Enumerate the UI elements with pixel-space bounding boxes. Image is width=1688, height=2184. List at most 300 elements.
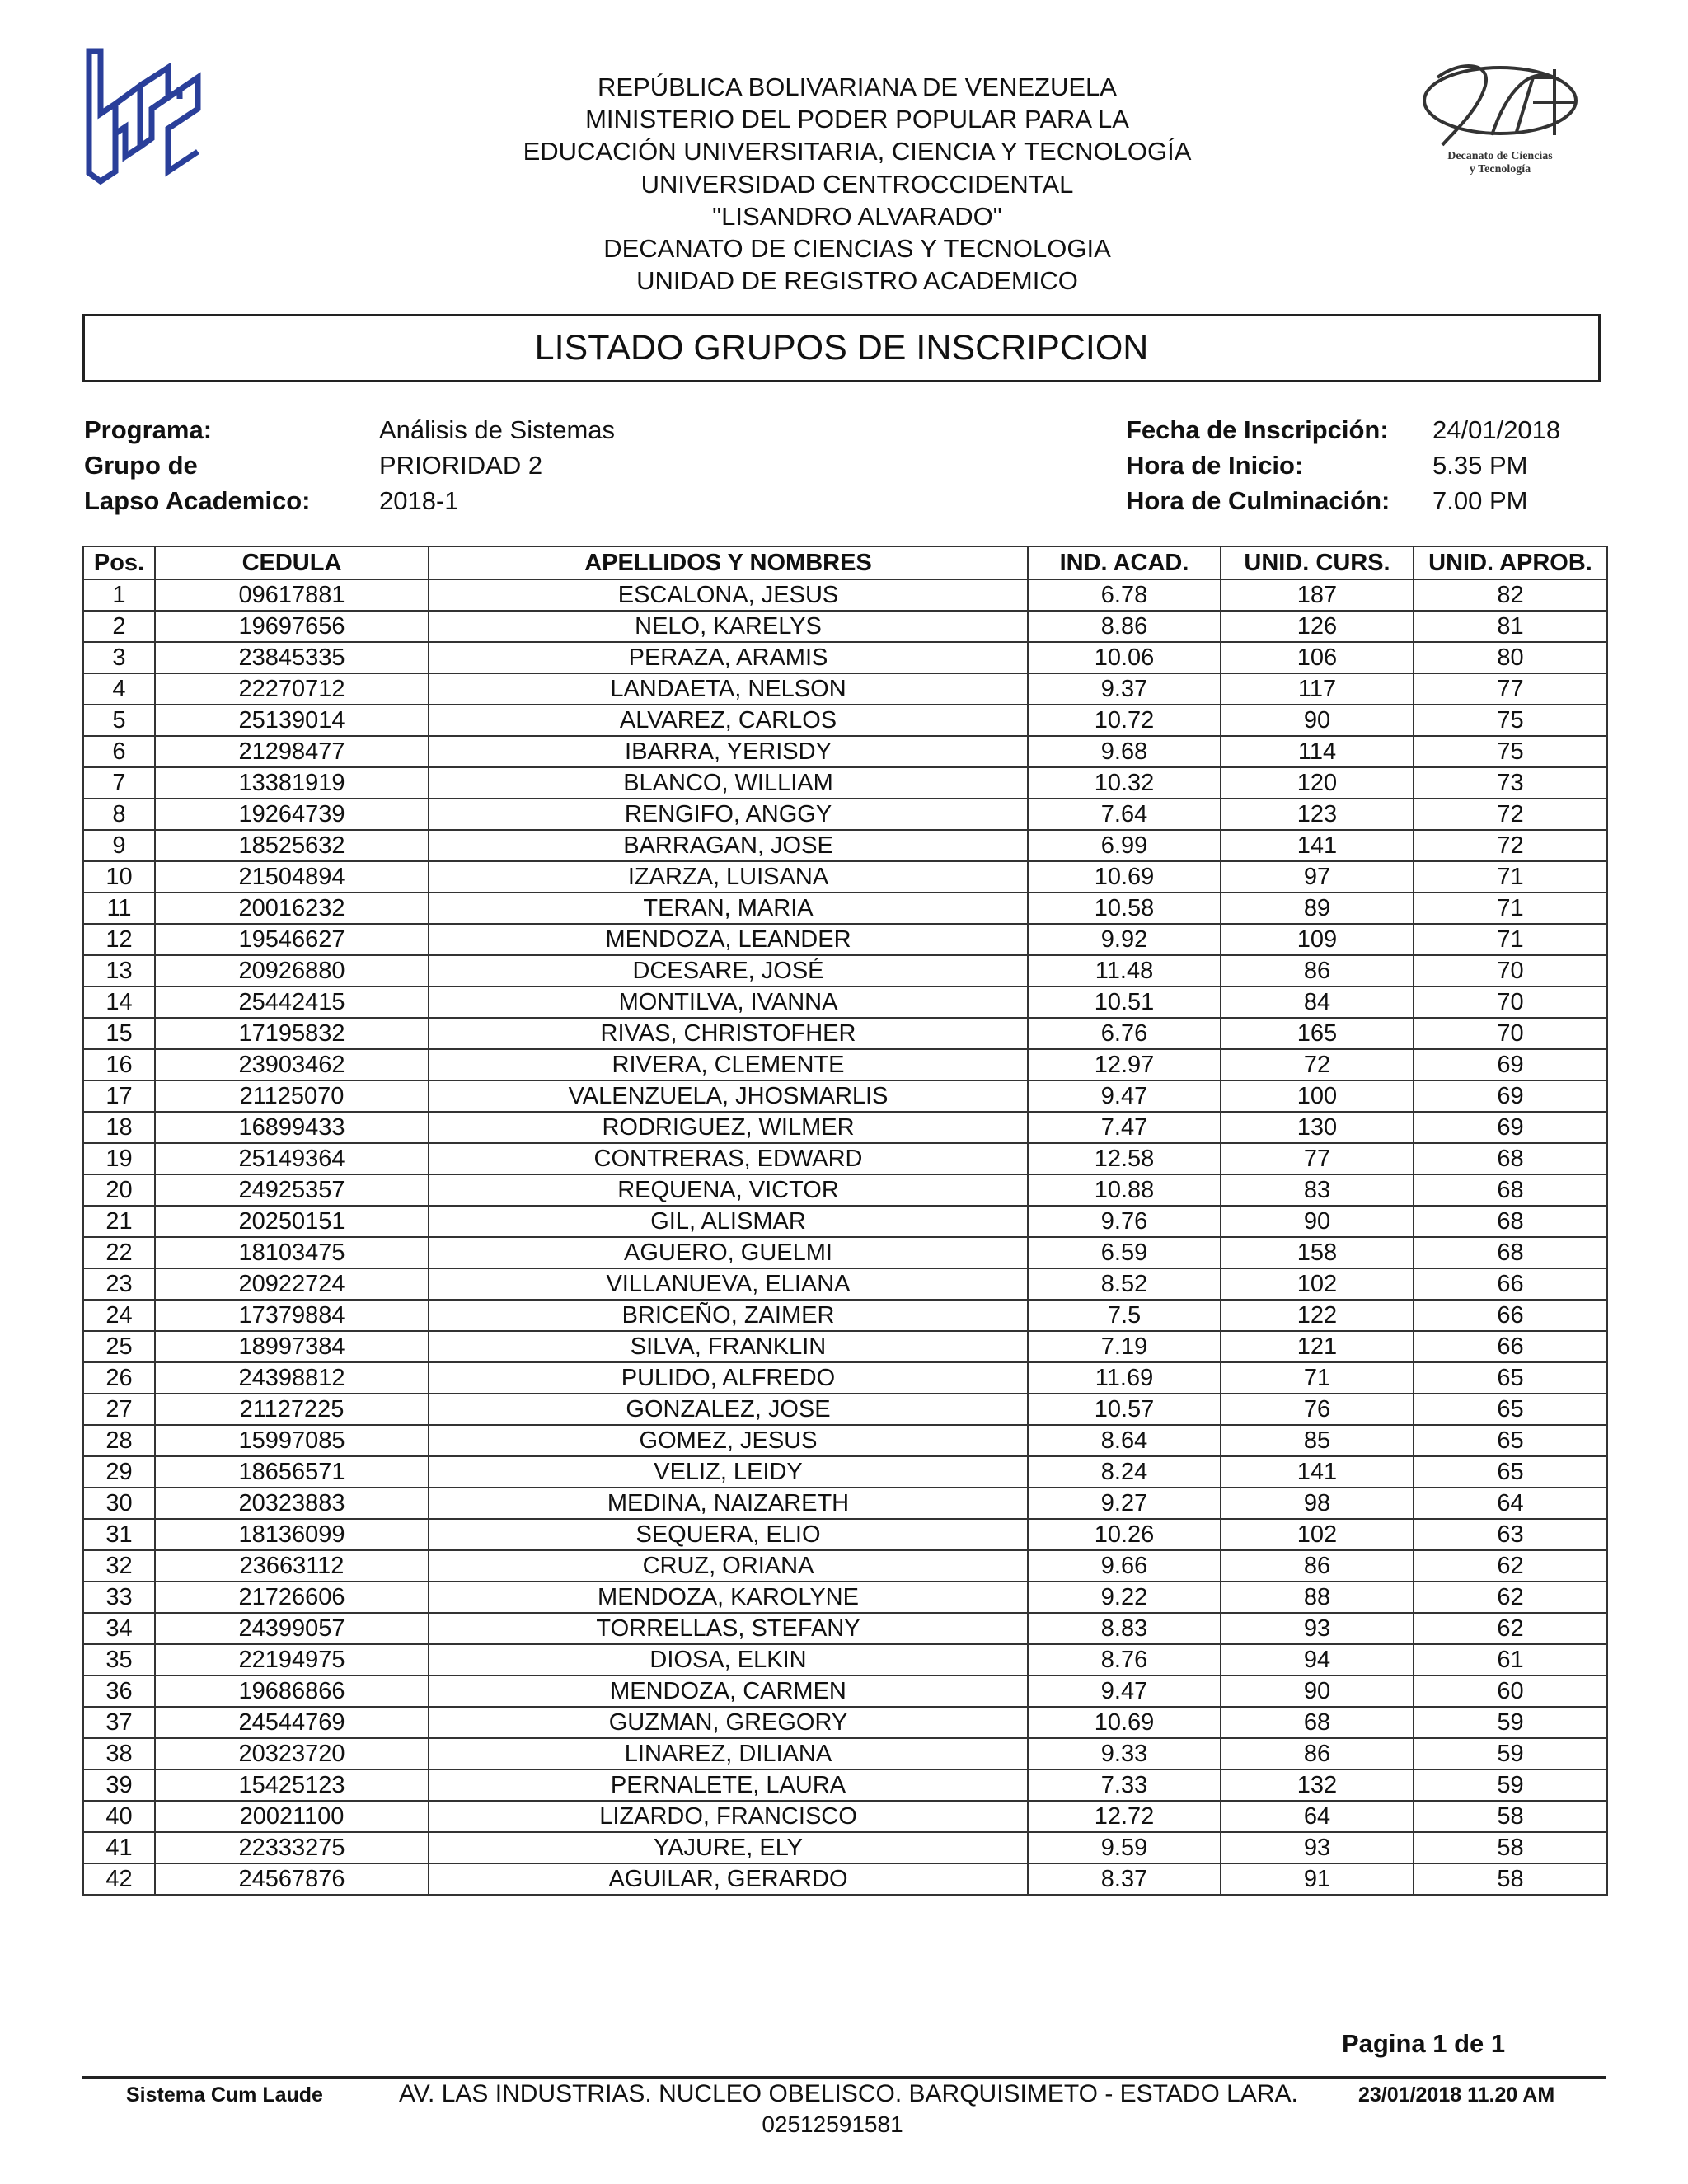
cell-unid-curs: 98 bbox=[1221, 1488, 1414, 1519]
cell-nombre: TERAN, MARIA bbox=[429, 893, 1028, 924]
cell-unid-aprob: 62 bbox=[1414, 1550, 1607, 1582]
cell-unid-aprob: 61 bbox=[1414, 1644, 1607, 1675]
cell-nombre: MENDOZA, LEANDER bbox=[429, 924, 1028, 955]
cell-nombre: SILVA, FRANKLIN bbox=[429, 1331, 1028, 1362]
cell-unid-aprob: 68 bbox=[1414, 1206, 1607, 1237]
table-row bbox=[83, 1769, 1607, 1801]
cell-cedula: 19697656 bbox=[155, 611, 429, 642]
cell-pos: 2 bbox=[83, 611, 155, 642]
table-header-row bbox=[83, 546, 1607, 579]
cell-ind-acad: 8.86 bbox=[1028, 611, 1221, 642]
cell-unid-curs: 90 bbox=[1221, 1675, 1414, 1707]
cell-unid-curs: 121 bbox=[1221, 1331, 1414, 1362]
table-row bbox=[83, 1300, 1607, 1331]
header-line: EDUCACIÓN UNIVERSITARIA, CIENCIA Y TECNOLOGÍA bbox=[523, 137, 1192, 166]
cell-unid-aprob: 72 bbox=[1414, 799, 1607, 830]
cell-unid-curs: 90 bbox=[1221, 1206, 1414, 1237]
cell-pos: 14 bbox=[83, 987, 155, 1018]
info-lapso: Lapso Academico: 2018-1 bbox=[84, 486, 459, 515]
cell-nombre: IBARRA, YERISDY bbox=[429, 736, 1028, 767]
cell-cedula: 21504894 bbox=[155, 861, 429, 893]
cell-unid-aprob: 70 bbox=[1414, 1018, 1607, 1049]
cell-cedula: 23845335 bbox=[155, 642, 429, 673]
cell-unid-curs: 126 bbox=[1221, 611, 1414, 642]
info-right bbox=[1126, 412, 1560, 518]
cell-ind-acad: 10.06 bbox=[1028, 642, 1221, 673]
cell-nombre: BLANCO, WILLIAM bbox=[429, 767, 1028, 799]
cell-cedula: 09617881 bbox=[155, 579, 429, 611]
cell-unid-curs: 77 bbox=[1221, 1143, 1414, 1174]
cell-nombre: RIVERA, CLEMENTE bbox=[429, 1049, 1028, 1080]
cell-unid-aprob: 72 bbox=[1414, 830, 1607, 861]
table-row bbox=[83, 1644, 1607, 1675]
cell-unid-aprob: 71 bbox=[1414, 893, 1607, 924]
table-row bbox=[83, 893, 1607, 924]
cell-cedula: 15425123 bbox=[155, 1769, 429, 1801]
cell-unid-aprob: 65 bbox=[1414, 1456, 1607, 1488]
table-row bbox=[83, 673, 1607, 705]
cell-nombre: PERAZA, ARAMIS bbox=[429, 642, 1028, 673]
cell-ind-acad: 6.78 bbox=[1028, 579, 1221, 611]
cell-nombre: LIZARDO, FRANCISCO bbox=[429, 1801, 1028, 1832]
cell-pos: 15 bbox=[83, 1018, 155, 1049]
cell-ind-acad: 9.59 bbox=[1028, 1832, 1221, 1863]
cell-nombre: REQUENA, VICTOR bbox=[429, 1174, 1028, 1206]
cell-ind-acad: 9.76 bbox=[1028, 1206, 1221, 1237]
cell-unid-aprob: 71 bbox=[1414, 861, 1607, 893]
cell-ind-acad: 10.69 bbox=[1028, 861, 1221, 893]
cell-ind-acad: 10.32 bbox=[1028, 767, 1221, 799]
cell-ind-acad: 7.47 bbox=[1028, 1112, 1221, 1143]
cell-cedula: 22333275 bbox=[155, 1832, 429, 1863]
header-line: UNIDAD DE REGISTRO ACADEMICO bbox=[636, 266, 1078, 296]
cell-unid-curs: 100 bbox=[1221, 1080, 1414, 1112]
table-row bbox=[83, 1018, 1607, 1049]
cell-pos: 24 bbox=[83, 1300, 155, 1331]
cell-nombre: AGUERO, GUELMI bbox=[429, 1237, 1028, 1268]
cell-unid-curs: 106 bbox=[1221, 642, 1414, 673]
cell-pos: 17 bbox=[83, 1080, 155, 1112]
table-row bbox=[83, 1425, 1607, 1456]
cell-pos: 12 bbox=[83, 924, 155, 955]
cell-pos: 34 bbox=[83, 1613, 155, 1644]
cell-ind-acad: 6.99 bbox=[1028, 830, 1221, 861]
cell-nombre: MENDOZA, CARMEN bbox=[429, 1675, 1028, 1707]
cell-unid-curs: 71 bbox=[1221, 1362, 1414, 1394]
cell-pos: 25 bbox=[83, 1331, 155, 1362]
cell-ind-acad: 10.72 bbox=[1028, 705, 1221, 736]
col-header-nombres: APELLIDOS Y NOMBRES bbox=[429, 546, 1028, 579]
cell-ind-acad: 9.37 bbox=[1028, 673, 1221, 705]
cell-pos: 40 bbox=[83, 1801, 155, 1832]
cell-unid-aprob: 80 bbox=[1414, 642, 1607, 673]
cell-ind-acad: 12.58 bbox=[1028, 1143, 1221, 1174]
cell-unid-aprob: 66 bbox=[1414, 1331, 1607, 1362]
table-row bbox=[83, 1456, 1607, 1488]
table-row bbox=[83, 924, 1607, 955]
cell-cedula: 24398812 bbox=[155, 1362, 429, 1394]
cell-unid-aprob: 65 bbox=[1414, 1362, 1607, 1394]
cell-unid-aprob: 71 bbox=[1414, 924, 1607, 955]
cell-unid-curs: 64 bbox=[1221, 1801, 1414, 1832]
table-row bbox=[83, 830, 1607, 861]
cell-cedula: 18656571 bbox=[155, 1456, 429, 1488]
cell-cedula: 20922724 bbox=[155, 1268, 429, 1300]
cell-cedula: 20021100 bbox=[155, 1801, 429, 1832]
cell-nombre: RODRIGUEZ, WILMER bbox=[429, 1112, 1028, 1143]
cell-nombre: SEQUERA, ELIO bbox=[429, 1519, 1028, 1550]
table-row bbox=[83, 1738, 1607, 1769]
cell-pos: 29 bbox=[83, 1456, 155, 1488]
cell-ind-acad: 9.27 bbox=[1028, 1488, 1221, 1519]
document-title: LISTADO GRUPOS DE INSCRIPCION bbox=[82, 314, 1601, 382]
table-row bbox=[83, 1675, 1607, 1707]
table-row bbox=[83, 1613, 1607, 1644]
cell-pos: 20 bbox=[83, 1174, 155, 1206]
table-row bbox=[83, 1080, 1607, 1112]
col-header-unid-curs: UNID. CURS. bbox=[1221, 546, 1414, 579]
cell-nombre: ALVAREZ, CARLOS bbox=[429, 705, 1028, 736]
cell-cedula: 25442415 bbox=[155, 987, 429, 1018]
cell-pos: 9 bbox=[83, 830, 155, 861]
cell-ind-acad: 10.88 bbox=[1028, 1174, 1221, 1206]
cell-ind-acad: 11.69 bbox=[1028, 1362, 1221, 1394]
col-header-pos: Pos. bbox=[83, 546, 155, 579]
cell-ind-acad: 7.5 bbox=[1028, 1300, 1221, 1331]
cell-nombre: BRICEÑO, ZAIMER bbox=[429, 1300, 1028, 1331]
cell-ind-acad: 12.97 bbox=[1028, 1049, 1221, 1080]
cell-cedula: 23663112 bbox=[155, 1550, 429, 1582]
table-row bbox=[83, 1331, 1607, 1362]
footer-system-name: Sistema Cum Laude bbox=[126, 2083, 323, 2107]
footer-datetime: 23/01/2018 11.20 AM bbox=[1358, 2083, 1555, 2107]
cell-unid-curs: 91 bbox=[1221, 1863, 1414, 1895]
cell-unid-curs: 130 bbox=[1221, 1112, 1414, 1143]
cell-unid-curs: 122 bbox=[1221, 1300, 1414, 1331]
cell-ind-acad: 8.64 bbox=[1028, 1425, 1221, 1456]
table-row bbox=[83, 1832, 1607, 1863]
cell-cedula: 18103475 bbox=[155, 1237, 429, 1268]
cell-nombre: LANDAETA, NELSON bbox=[429, 673, 1028, 705]
cell-unid-curs: 93 bbox=[1221, 1613, 1414, 1644]
cell-ind-acad: 8.83 bbox=[1028, 1613, 1221, 1644]
cell-cedula: 22270712 bbox=[155, 673, 429, 705]
cell-nombre: PERNALETE, LAURA bbox=[429, 1769, 1028, 1801]
cell-nombre: RIVAS, CHRISTOFHER bbox=[429, 1018, 1028, 1049]
info-grupo: Grupo de PRIORIDAD 2 bbox=[84, 451, 543, 480]
cell-cedula: 17379884 bbox=[155, 1300, 429, 1331]
cell-ind-acad: 7.64 bbox=[1028, 799, 1221, 830]
cell-unid-aprob: 58 bbox=[1414, 1863, 1607, 1895]
cell-nombre: VALENZUELA, JHOSMARLIS bbox=[429, 1080, 1028, 1112]
info-fecha-inscripcion: Fecha de Inscripción: 24/01/2018 bbox=[1126, 415, 1561, 444]
cell-ind-acad: 9.22 bbox=[1028, 1582, 1221, 1613]
info-left bbox=[84, 412, 615, 518]
cell-ind-acad: 11.48 bbox=[1028, 955, 1221, 987]
table-row bbox=[83, 861, 1607, 893]
table-row bbox=[83, 1519, 1607, 1550]
header-line: REPÚBLICA BOLIVARIANA DE VENEZUELA bbox=[598, 73, 1117, 101]
cell-ind-acad: 8.52 bbox=[1028, 1268, 1221, 1300]
table-row bbox=[83, 1801, 1607, 1832]
cell-cedula: 20926880 bbox=[155, 955, 429, 987]
cell-unid-aprob: 68 bbox=[1414, 1174, 1607, 1206]
cell-unid-curs: 94 bbox=[1221, 1644, 1414, 1675]
cell-unid-aprob: 64 bbox=[1414, 1488, 1607, 1519]
table-row bbox=[83, 1112, 1607, 1143]
cell-pos: 16 bbox=[83, 1049, 155, 1080]
cell-pos: 23 bbox=[83, 1268, 155, 1300]
table-row bbox=[83, 1582, 1607, 1613]
cell-unid-aprob: 66 bbox=[1414, 1268, 1607, 1300]
table-row bbox=[83, 1707, 1607, 1738]
cell-nombre: MENDOZA, KAROLYNE bbox=[429, 1582, 1028, 1613]
cell-ind-acad: 9.47 bbox=[1028, 1080, 1221, 1112]
info-programa: Programa: Análisis de Sistemas bbox=[84, 415, 616, 444]
cell-ind-acad: 10.69 bbox=[1028, 1707, 1221, 1738]
cell-nombre: ESCALONA, JESUS bbox=[429, 579, 1028, 611]
table-row bbox=[83, 1362, 1607, 1394]
cell-unid-curs: 141 bbox=[1221, 1456, 1414, 1488]
cell-pos: 11 bbox=[83, 893, 155, 924]
footer-divider bbox=[82, 2076, 1606, 2079]
cell-unid-curs: 86 bbox=[1221, 1550, 1414, 1582]
cell-unid-curs: 109 bbox=[1221, 924, 1414, 955]
cell-unid-curs: 93 bbox=[1221, 1832, 1414, 1863]
dcyt-logo-caption: Decanato de Ciencias y Tecnología bbox=[1447, 150, 1553, 176]
cell-cedula: 22194975 bbox=[155, 1644, 429, 1675]
table-row bbox=[83, 1394, 1607, 1425]
cell-nombre: VILLANUEVA, ELIANA bbox=[429, 1268, 1028, 1300]
cell-nombre: TORRELLAS, STEFANY bbox=[429, 1613, 1028, 1644]
cell-cedula: 19264739 bbox=[155, 799, 429, 830]
cell-unid-curs: 68 bbox=[1221, 1707, 1414, 1738]
table-body bbox=[83, 579, 1607, 1895]
cell-pos: 28 bbox=[83, 1425, 155, 1456]
cell-unid-curs: 90 bbox=[1221, 705, 1414, 736]
cell-unid-curs: 165 bbox=[1221, 1018, 1414, 1049]
table-row bbox=[83, 611, 1607, 642]
cell-nombre: MEDINA, NAIZARETH bbox=[429, 1488, 1028, 1519]
cell-pos: 7 bbox=[83, 767, 155, 799]
cell-nombre: NELO, KARELYS bbox=[429, 611, 1028, 642]
cell-unid-curs: 158 bbox=[1221, 1237, 1414, 1268]
table-row bbox=[83, 736, 1607, 767]
table-row bbox=[83, 1550, 1607, 1582]
cell-nombre: VELIZ, LEIDY bbox=[429, 1456, 1028, 1488]
cell-cedula: 20016232 bbox=[155, 893, 429, 924]
cell-pos: 3 bbox=[83, 642, 155, 673]
cell-pos: 41 bbox=[83, 1832, 155, 1863]
cell-unid-aprob: 70 bbox=[1414, 955, 1607, 987]
cell-unid-curs: 76 bbox=[1221, 1394, 1414, 1425]
cell-pos: 37 bbox=[83, 1707, 155, 1738]
cell-unid-aprob: 69 bbox=[1414, 1112, 1607, 1143]
cell-cedula: 21726606 bbox=[155, 1582, 429, 1613]
cell-unid-aprob: 70 bbox=[1414, 987, 1607, 1018]
cell-nombre: YAJURE, ELY bbox=[429, 1832, 1028, 1863]
col-header-ind-acad: IND. ACAD. bbox=[1028, 546, 1221, 579]
cell-cedula: 25149364 bbox=[155, 1143, 429, 1174]
cell-cedula: 24567876 bbox=[155, 1863, 429, 1895]
cell-pos: 5 bbox=[83, 705, 155, 736]
cell-unid-curs: 86 bbox=[1221, 955, 1414, 987]
cell-unid-aprob: 65 bbox=[1414, 1394, 1607, 1425]
cell-unid-aprob: 63 bbox=[1414, 1519, 1607, 1550]
cell-unid-aprob: 68 bbox=[1414, 1237, 1607, 1268]
cell-unid-aprob: 59 bbox=[1414, 1707, 1607, 1738]
cell-nombre: IZARZA, LUISANA bbox=[429, 861, 1028, 893]
page-number: Pagina 1 de 1 bbox=[1342, 2029, 1506, 2058]
cell-pos: 35 bbox=[83, 1644, 155, 1675]
cell-ind-acad: 8.24 bbox=[1028, 1456, 1221, 1488]
table-row bbox=[83, 642, 1607, 673]
cell-unid-aprob: 59 bbox=[1414, 1738, 1607, 1769]
cell-unid-aprob: 60 bbox=[1414, 1675, 1607, 1707]
cell-cedula: 24544769 bbox=[155, 1707, 429, 1738]
cell-nombre: AGUILAR, GERARDO bbox=[429, 1863, 1028, 1895]
cell-pos: 21 bbox=[83, 1206, 155, 1237]
cell-cedula: 19546627 bbox=[155, 924, 429, 955]
header-line: "LISANDRO ALVARADO" bbox=[712, 201, 1002, 231]
cell-pos: 19 bbox=[83, 1143, 155, 1174]
cell-pos: 42 bbox=[83, 1863, 155, 1895]
cell-cedula: 24399057 bbox=[155, 1613, 429, 1644]
cell-ind-acad: 6.59 bbox=[1028, 1237, 1221, 1268]
cell-unid-curs: 114 bbox=[1221, 736, 1414, 767]
table-row bbox=[83, 1143, 1607, 1174]
cell-unid-aprob: 69 bbox=[1414, 1080, 1607, 1112]
cell-unid-curs: 123 bbox=[1221, 799, 1414, 830]
cell-nombre: CRUZ, ORIANA bbox=[429, 1550, 1028, 1582]
info-hora-culminacion: Hora de Culminación: 7.00 PM bbox=[1126, 486, 1528, 515]
table-row bbox=[83, 1206, 1607, 1237]
cell-unid-aprob: 58 bbox=[1414, 1801, 1607, 1832]
table-row bbox=[83, 1268, 1607, 1300]
cell-unid-curs: 120 bbox=[1221, 767, 1414, 799]
cell-unid-curs: 72 bbox=[1221, 1049, 1414, 1080]
cell-unid-aprob: 62 bbox=[1414, 1582, 1607, 1613]
cell-unid-aprob: 81 bbox=[1414, 611, 1607, 642]
cell-unid-aprob: 75 bbox=[1414, 705, 1607, 736]
cell-ind-acad: 8.76 bbox=[1028, 1644, 1221, 1675]
cell-pos: 33 bbox=[83, 1582, 155, 1613]
cell-unid-curs: 187 bbox=[1221, 579, 1414, 611]
cell-ind-acad: 10.26 bbox=[1028, 1519, 1221, 1550]
cell-pos: 6 bbox=[83, 736, 155, 767]
cell-unid-curs: 117 bbox=[1221, 673, 1414, 705]
cell-pos: 39 bbox=[83, 1769, 155, 1801]
cell-pos: 4 bbox=[83, 673, 155, 705]
table-row bbox=[83, 1174, 1607, 1206]
table-row bbox=[83, 579, 1607, 611]
cell-pos: 31 bbox=[83, 1519, 155, 1550]
cell-nombre: GUZMAN, GREGORY bbox=[429, 1707, 1028, 1738]
cell-unid-aprob: 69 bbox=[1414, 1049, 1607, 1080]
cell-unid-aprob: 77 bbox=[1414, 673, 1607, 705]
cell-unid-aprob: 65 bbox=[1414, 1425, 1607, 1456]
table-row bbox=[83, 767, 1607, 799]
cell-nombre: LINAREZ, DILIANA bbox=[429, 1738, 1028, 1769]
cell-cedula: 17195832 bbox=[155, 1018, 429, 1049]
info-hora-inicio: Hora de Inicio: 5.35 PM bbox=[1126, 451, 1528, 480]
cell-cedula: 20323883 bbox=[155, 1488, 429, 1519]
cell-unid-aprob: 58 bbox=[1414, 1832, 1607, 1863]
cell-cedula: 24925357 bbox=[155, 1174, 429, 1206]
cell-unid-aprob: 68 bbox=[1414, 1143, 1607, 1174]
cell-cedula: 18525632 bbox=[155, 830, 429, 861]
cell-pos: 1 bbox=[83, 579, 155, 611]
institution-header bbox=[445, 71, 1269, 297]
cell-cedula: 20323720 bbox=[155, 1738, 429, 1769]
cell-ind-acad: 7.33 bbox=[1028, 1769, 1221, 1801]
cell-ind-acad: 10.57 bbox=[1028, 1394, 1221, 1425]
col-header-unid-aprob: UNID. APROB. bbox=[1414, 546, 1607, 579]
cell-ind-acad: 10.51 bbox=[1028, 987, 1221, 1018]
cell-nombre: GONZALEZ, JOSE bbox=[429, 1394, 1028, 1425]
cell-unid-aprob: 82 bbox=[1414, 579, 1607, 611]
cell-ind-acad: 9.68 bbox=[1028, 736, 1221, 767]
cell-nombre: GOMEZ, JESUS bbox=[429, 1425, 1028, 1456]
footer-phone: 02512591581 bbox=[762, 2111, 903, 2137]
cell-nombre: CONTRERAS, EDWARD bbox=[429, 1143, 1028, 1174]
cell-ind-acad: 7.19 bbox=[1028, 1331, 1221, 1362]
cell-nombre: MONTILVA, IVANNA bbox=[429, 987, 1028, 1018]
cell-unid-aprob: 59 bbox=[1414, 1769, 1607, 1801]
cell-ind-acad: 9.47 bbox=[1028, 1675, 1221, 1707]
cell-unid-curs: 89 bbox=[1221, 893, 1414, 924]
cell-unid-curs: 85 bbox=[1221, 1425, 1414, 1456]
cell-nombre: BARRAGAN, JOSE bbox=[429, 830, 1028, 861]
table-row bbox=[83, 1049, 1607, 1080]
cell-ind-acad: 9.66 bbox=[1028, 1550, 1221, 1582]
cell-cedula: 23903462 bbox=[155, 1049, 429, 1080]
cell-cedula: 21125070 bbox=[155, 1080, 429, 1112]
cell-pos: 32 bbox=[83, 1550, 155, 1582]
cell-unid-aprob: 66 bbox=[1414, 1300, 1607, 1331]
ucla-logo bbox=[82, 48, 206, 190]
cell-pos: 27 bbox=[83, 1394, 155, 1425]
cell-ind-acad: 9.33 bbox=[1028, 1738, 1221, 1769]
cell-pos: 38 bbox=[83, 1738, 155, 1769]
cell-cedula: 15997085 bbox=[155, 1425, 429, 1456]
cell-unid-aprob: 75 bbox=[1414, 736, 1607, 767]
table-row bbox=[83, 987, 1607, 1018]
table-row bbox=[83, 1237, 1607, 1268]
table-row bbox=[83, 1863, 1607, 1895]
header-line: MINISTERIO DEL PODER POPULAR PARA LA bbox=[585, 105, 1129, 134]
cell-nombre: DCESARE, JOSÉ bbox=[429, 955, 1028, 987]
cell-cedula: 21127225 bbox=[155, 1394, 429, 1425]
cell-unid-aprob: 73 bbox=[1414, 767, 1607, 799]
header-line: DECANATO DE CIENCIAS Y TECNOLOGIA bbox=[603, 234, 1111, 264]
cell-unid-curs: 102 bbox=[1221, 1268, 1414, 1300]
cell-unid-curs: 88 bbox=[1221, 1582, 1414, 1613]
cell-cedula: 21298477 bbox=[155, 736, 429, 767]
cell-cedula: 20250151 bbox=[155, 1206, 429, 1237]
cell-nombre: DIOSA, ELKIN bbox=[429, 1644, 1028, 1675]
cell-unid-aprob: 62 bbox=[1414, 1613, 1607, 1644]
cell-pos: 13 bbox=[83, 955, 155, 987]
cell-pos: 8 bbox=[83, 799, 155, 830]
cell-pos: 22 bbox=[83, 1237, 155, 1268]
cell-unid-curs: 97 bbox=[1221, 861, 1414, 893]
cell-unid-curs: 141 bbox=[1221, 830, 1414, 861]
table-row bbox=[83, 1488, 1607, 1519]
cell-cedula: 19686866 bbox=[155, 1675, 429, 1707]
cell-cedula: 13381919 bbox=[155, 767, 429, 799]
cell-cedula: 16899433 bbox=[155, 1112, 429, 1143]
